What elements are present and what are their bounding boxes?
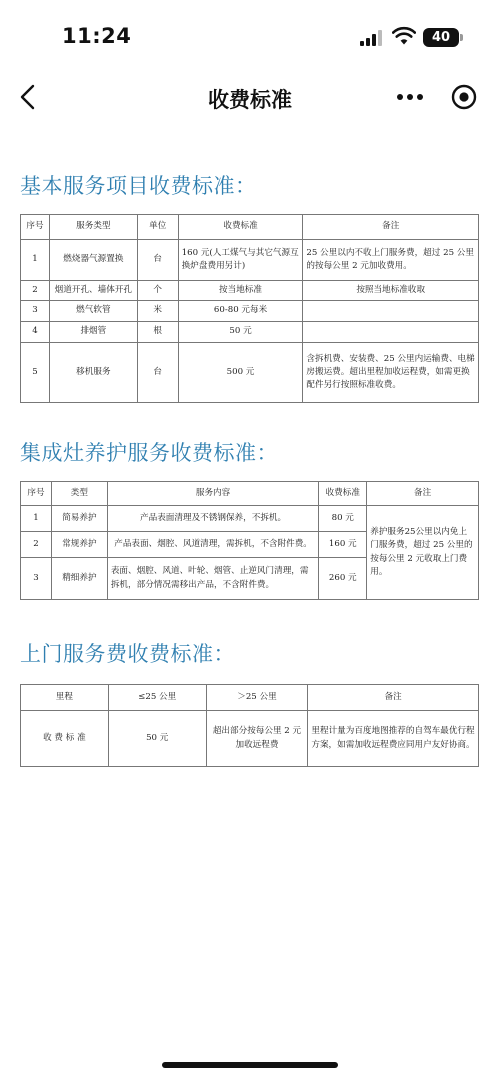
table-cell: 50 元 — [108, 711, 206, 767]
table-cell: 燃气软管 — [49, 301, 137, 322]
header-cell: 序号 — [21, 215, 50, 240]
table-cell: 收 费 标 准 — [21, 711, 109, 767]
table-cell: 4 — [21, 322, 50, 343]
header-cell: 收费标准 — [178, 215, 303, 240]
header-cell: 备注 — [303, 215, 479, 240]
table-cell: 排烟管 — [49, 322, 137, 343]
header-cell: 里程 — [21, 685, 109, 711]
table-row — [21, 301, 479, 322]
battery-indicator: 40 — [423, 28, 459, 47]
table-cell: 台 — [137, 240, 178, 281]
section-title-onsite-service: 上门服务费收费标准： — [20, 642, 235, 666]
table-row — [21, 711, 479, 767]
table-cell: 里程计量为百度地图推荐的自驾车最优行程方案，如需加收远程费应同用户友好协商。 — [308, 711, 479, 767]
table-row — [21, 506, 479, 532]
header-cell: 服务内容 — [107, 482, 318, 506]
home-indicator[interactable] — [162, 1062, 338, 1068]
table-cell: 常规养护 — [51, 532, 107, 558]
table-cell: 80 元 — [319, 506, 367, 532]
table-row — [21, 322, 479, 343]
table-cell: 产品表面清理及不锈钢保养，不拆机。 — [107, 506, 318, 532]
more-options-icon[interactable] — [396, 88, 426, 106]
table-cell: 超出部分按每公里 2 元加收远程费 — [206, 711, 308, 767]
section-title-basic-services: 基本服务项目收费标准： — [20, 174, 257, 198]
status-time: 11:24 — [62, 24, 132, 48]
table-cell: 5 — [21, 343, 50, 403]
close-miniprogram-icon[interactable] — [450, 83, 478, 111]
table-cell: 160 元 — [319, 532, 367, 558]
header-cell: 类型 — [51, 482, 107, 506]
table-cell — [303, 322, 479, 343]
table-cell: 米 — [137, 301, 178, 322]
header-cell: 收费标准 — [319, 482, 367, 506]
table-cell: 2 — [21, 532, 52, 558]
basic-services-fee-table — [20, 214, 479, 403]
table-row — [21, 281, 479, 301]
table-header-row — [21, 215, 479, 240]
table-cell: 3 — [21, 558, 52, 600]
fee-document — [20, 170, 480, 767]
header-cell: ＞25 公里 — [206, 685, 308, 711]
table-cell: 含拆机费、安装费、25 公里内运输费、电梯房搬运费。超出里程加收运程费，如需更换配件另行按照标准收费。 — [303, 343, 479, 403]
table-cell: 3 — [21, 301, 50, 322]
table-row — [21, 343, 479, 403]
header-cell: 单位 — [137, 215, 178, 240]
table-cell: 1 — [21, 240, 50, 281]
table-cell: 根 — [137, 322, 178, 343]
cellular-signal-icon — [360, 30, 382, 46]
onsite-service-fee-table — [20, 684, 479, 767]
wifi-icon — [392, 26, 416, 46]
nav-bar — [0, 70, 500, 128]
table-cell: 个 — [137, 281, 178, 301]
maintenance-note-cell: 养护服务25公里以内免上门服务费，超过 25 公里的按每公里 2 元收取上门费用。 — [367, 506, 479, 600]
table-cell: 160 元(人工煤气与其它气源互换炉盘费用另计) — [178, 240, 303, 281]
header-cell: 序号 — [21, 482, 52, 506]
header-cell: 备注 — [367, 482, 479, 506]
table-cell: 烟道开孔、墙体开孔 — [49, 281, 137, 301]
table-header-row — [21, 482, 479, 506]
header-cell: 备注 — [308, 685, 479, 711]
maintenance-fee-table — [20, 481, 479, 600]
header-cell: 服务类型 — [49, 215, 137, 240]
table-cell: 500 元 — [178, 343, 303, 403]
table-cell: 移机服务 — [49, 343, 137, 403]
section-title-maintenance: 集成灶养护服务收费标准： — [20, 441, 278, 465]
table-cell: 表面、烟腔、风道、叶轮、烟管、止逆风门清理，需拆机，部分情况需移出产品，不含附件费。 — [107, 558, 318, 600]
table-cell: 按照当地标准收取 — [303, 281, 479, 301]
table-cell — [303, 301, 479, 322]
table-cell: 按当地标准 — [178, 281, 303, 301]
table-cell: 精细养护 — [51, 558, 107, 600]
table-row — [21, 240, 479, 281]
table-cell: 简易养护 — [51, 506, 107, 532]
table-cell: 50 元 — [178, 322, 303, 343]
table-cell: 260 元 — [319, 558, 367, 600]
header-cell: ≤25 公里 — [108, 685, 206, 711]
table-cell: 25 公里以内不收上门服务费，超过 25 公里的按每公里 2 元加收费用。 — [303, 240, 479, 281]
table-cell: 产品表面、烟腔、风道清理，需拆机，不含附件费。 — [107, 532, 318, 558]
status-bar — [0, 0, 500, 70]
table-cell: 1 — [21, 506, 52, 532]
table-cell: 60-80 元每米 — [178, 301, 303, 322]
table-cell: 2 — [21, 281, 50, 301]
page-title: 收费标准 — [208, 88, 292, 112]
table-header-row — [21, 685, 479, 711]
table-cell: 台 — [137, 343, 178, 403]
table-cell: 燃烧器气源置换 — [49, 240, 137, 281]
